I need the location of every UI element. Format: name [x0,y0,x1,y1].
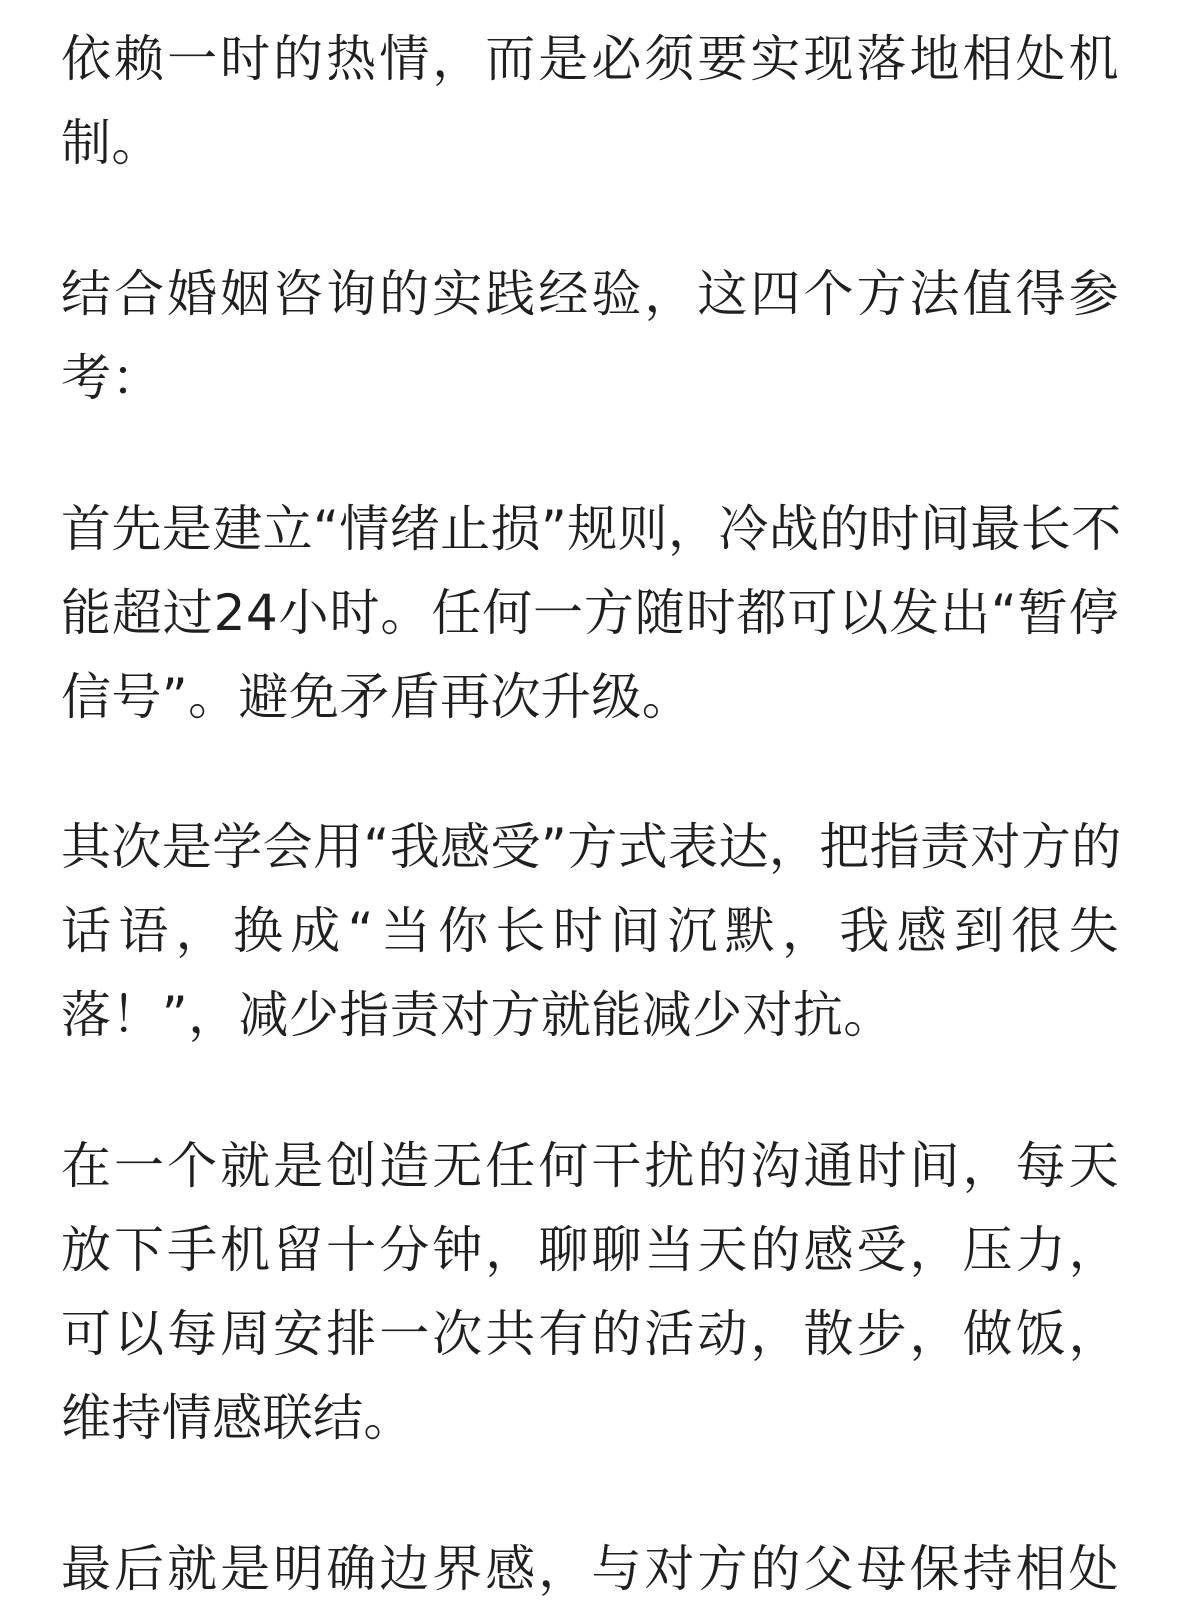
paragraph-2 [61,252,1119,420]
paragraph-line: 制。 [61,114,162,172]
paragraph-line: 维持情感联结。 [61,1389,414,1447]
paragraph-line: 可以每周安排一次共有的活动，散步，做饭， [61,1305,1119,1363]
paragraph-line: 话语，换成“当你长时间沉默，我感到很失 [61,902,1119,960]
paragraph-line: 依赖一时的热情，而是必须要实现落地相处机 [61,30,1119,88]
paragraph-line: 其次是学会用“我感受”方式表达，把指责对方的 [61,818,1122,876]
paragraph-4 [61,805,1122,1057]
paragraph-1 [61,17,1119,185]
paragraph-3 [61,487,1122,739]
paragraph-line: 放下手机留十分钟，聊聊当天的感受，压力， [61,1221,1119,1279]
paragraph-line: 结合婚姻咨询的实践经验，这四个方法值得参 [61,265,1119,323]
paragraph-line: 信号”。避免矛盾再次升级。 [61,668,693,726]
paragraph-6 [61,1527,1119,1611]
paragraph-line: 能超过24小时。任何一方随时都可以发出“暂停 [61,584,1119,642]
paragraph-line: 在一个就是创造无任何干扰的沟通时间，每天 [61,1137,1119,1195]
paragraph-line: 首先是建立“情绪止损”规则，冷战的时间最长不 [61,500,1122,558]
paragraph-5 [61,1124,1119,1460]
paragraph-line: 落！”，减少指责对方就能减少对抗。 [61,986,894,1044]
paragraph-line: 最后就是明确边界感，与对方的父母保持相处 [61,1540,1119,1598]
paragraph-line: 考： [61,349,162,407]
